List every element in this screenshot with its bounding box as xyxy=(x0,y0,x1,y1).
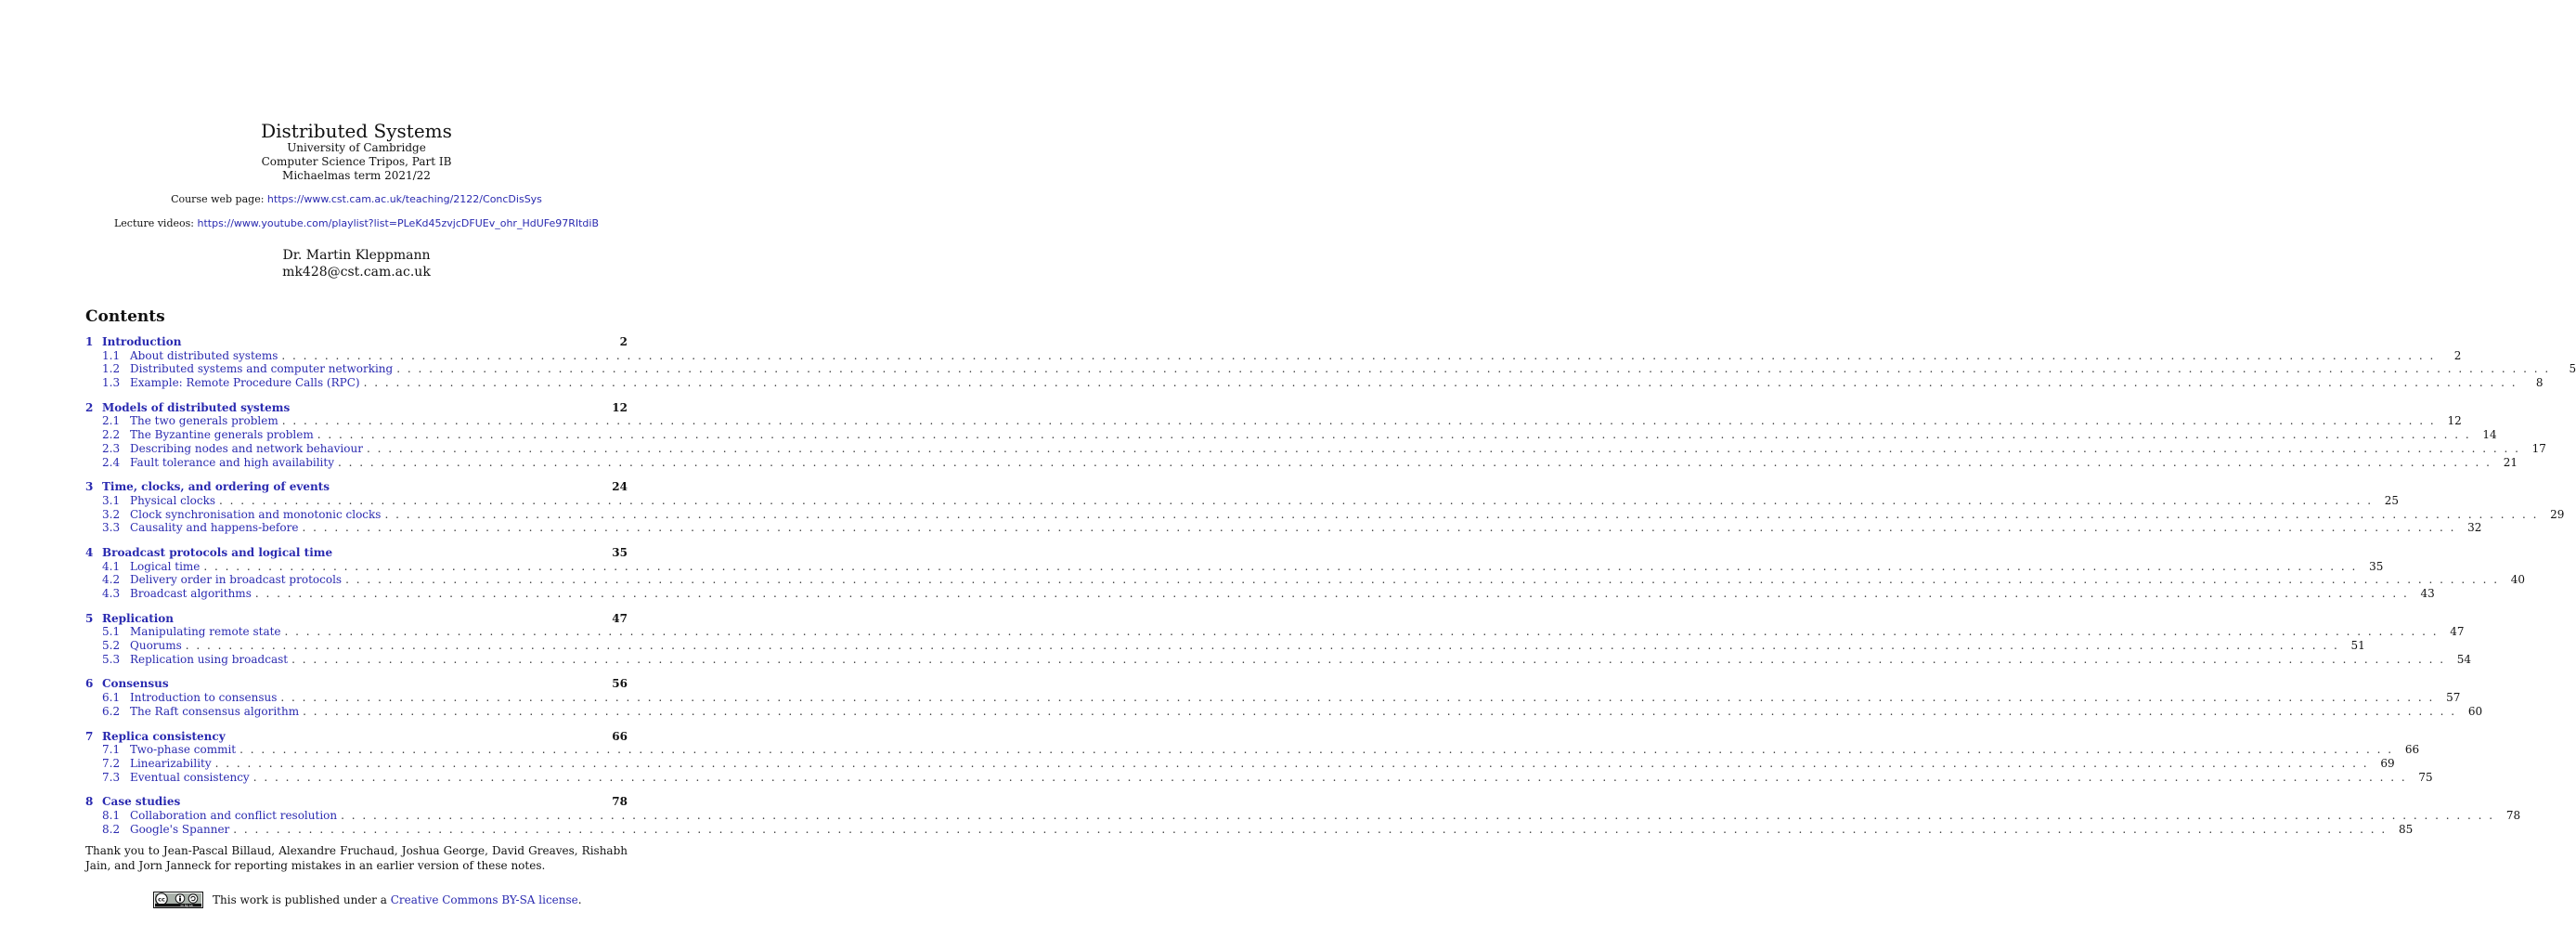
toc-leader-dots: . . . . . . . . . . . . . . . . . . . . . . . . . . . . . . . . . . . . . . . . . . . . . . . . . . . . . . . . . . . . . . . . . . . . . . . . . . . . . . . . . . . . . . . . . . . . . . . . . . . . . . . . . . . . . . . . . . . . . . . . . . . . . . . . . . . . . . . . . . . . . . . . . . . . . . . . . . . . . . . . . . . . . . . . . . . . . . . . . . . . . . . . . . . . . . . . . . . . . . . . xyxy=(345,573,2500,587)
toc-title[interactable]: Replica consistency xyxy=(102,729,226,743)
toc-section-entry[interactable] xyxy=(85,677,628,691)
toc-title[interactable]: Replication using broadcast xyxy=(130,652,289,666)
table-of-contents xyxy=(85,335,2576,847)
toc-number[interactable]: 2.4 xyxy=(102,455,121,469)
toc-number[interactable]: 4.2 xyxy=(102,573,121,587)
toc-page-number: 21 xyxy=(2503,455,2518,469)
toc-page-number: 8 xyxy=(2535,376,2544,390)
toc-title[interactable]: Distributed systems and computer networking xyxy=(130,362,394,376)
toc-title[interactable]: Eventual consistency xyxy=(130,770,250,784)
toc-leader-dots: . . . . . . . . . . . . . . . . . . . . . . . . . . . . . . . . . . . . . . . . . . . . . . . . . . . . . . . . . . . . . . . . . . . . . . . . . . . . . . . . . . . . . . . . . . . . . . . . . . . . . . . . . . . . . . . . . . . . . . . . . . . . . . . . . . . . . . . . . . . . . . . . . . . . . . . . . . . . . . . . . . . . . . . . . . . . . . . . . . . . . . . . . . . . . . . . . . . . . . . . xyxy=(254,587,2409,600)
toc-section xyxy=(85,677,2483,718)
acknowledgements: Thank you to Jean-Pascal Billaud, Alexandre Fruchaud, Joshua George, David Greaves, Rishabh Jain, and Jorn Janneck for reporting mistakes in an earlier version of these notes. xyxy=(85,844,628,872)
toc-subsection-entry[interactable] xyxy=(85,493,2400,508)
author-block xyxy=(0,247,713,280)
toc-title[interactable]: Delivery order in broadcast protocols xyxy=(130,573,343,587)
toc-title[interactable]: The two generals problem xyxy=(130,414,278,428)
toc-leader-dots: . . . . . . . . . . . . . . . . . . . . . . . . . . . . . . . . . . . . . . . . . . . . . . . . . . . . . . . . . . . . . . . . . . . . . . . . . . . . . . . . . . . . . . . . . . . . . . . . . . . . . . . . . . . . . . . . . . . . . . . . . . . . . . . . . . . . . . . . . . . . . . . . . . . . . . . . . . . . . . . . . . . . . . . . . . . . . . . . . . . . . . . . . . . . . . . . . . . . . . . . xyxy=(396,362,2551,376)
toc-subsection-entry[interactable] xyxy=(85,652,2472,667)
toc-title[interactable]: Broadcast algorithms xyxy=(130,587,252,600)
toc-section-entry[interactable] xyxy=(85,335,628,349)
toc-number[interactable]: 3.1 xyxy=(102,493,121,507)
toc-leader-dots: . . . . . . . . . . . . . . . . . . . . . . . . . . . . . . . . . . . . . . . . . . . . . . . . . . . . . . . . . . . . . . . . . . . . . . . . . . . . . . . . . . . . . . . . . . . . . . . . . . . . . . . . . . . . . . . . . . . . . . . . . . . . . . . . . . . . . . . . . . . . . . . . . . . . . . . . . . . . . . . . . . . . . . . . . . . . . . . . . . . . . . . . . . . . . . . . . . . . . . . . xyxy=(384,507,2539,521)
toc-subsection-entry[interactable] xyxy=(85,639,2365,653)
svg-text:cc by sa: cc by sa xyxy=(180,904,193,908)
toc-subsection-entry[interactable] xyxy=(85,348,2462,363)
toc-number[interactable]: 7 xyxy=(85,729,94,743)
toc-title[interactable]: Case studies xyxy=(102,795,181,809)
university-line: University of Cambridge xyxy=(287,141,426,154)
document-title: Distributed Systems xyxy=(261,120,452,142)
toc-page-number: 69 xyxy=(2380,756,2395,770)
toc-title[interactable]: Introduction xyxy=(102,335,182,348)
toc-leader-dots: . . . . . . . . . . . . . . . . . . . . . . . . . . . . . . . . . . . . . . . . . . . . . . . . . . . . . . . . . . . . . . . . . . . . . . . . . . . . . . . . . . . . . . . . . . . . . . . . . . . . . . . . . . . . . . . . . . . . . . . . . . . . . . . . . . . . . . . . . . . . . . . . . . . . . . . . . . . . . . . . . . . . . . . . . . . . . . . . . . . . . . . . . . . . . . . . . . . . . . . . xyxy=(363,376,2518,390)
toc-title[interactable]: Logical time xyxy=(130,559,201,573)
toc-page-number: 35 xyxy=(2369,559,2384,573)
toc-leader-dots: . . . . . . . . . . . . . . . . . . . . . . . . . . . . . . . . . . . . . . . . . . . . . . . . . . . . . . . . . . . . . . . . . . . . . . . . . . . . . . . . . . . . . . . . . . . . . . . . . . . . . . . . . . . . . . . . . . . . . . . . . . . . . . . . . . . . . . . . . . . . . . . . . . . . . . . . . . . . . . . . . . . . . . . . . . . . . . . . . . . . . . . . . . . . . . . . . . . . . . . . xyxy=(239,743,2394,757)
toc-page-number: 51 xyxy=(2350,639,2365,653)
toc-section-entry[interactable] xyxy=(85,401,628,415)
toc-number[interactable]: 7.1 xyxy=(102,743,121,757)
toc-subsection-entry[interactable] xyxy=(85,507,2565,522)
toc-number[interactable]: 4.3 xyxy=(102,587,121,600)
toc-title[interactable]: Broadcast protocols and logical time xyxy=(102,545,333,559)
toc-page-number: 17 xyxy=(2531,441,2546,455)
toc-section-entry[interactable] xyxy=(85,546,628,560)
toc-page-number: 12 xyxy=(612,400,628,414)
toc-page-number: 78 xyxy=(612,795,628,809)
toc-subsection-entry[interactable] xyxy=(85,521,2482,535)
toc-title[interactable]: Time, clocks, and ordering of events xyxy=(102,480,330,494)
cc-by-sa-badge-icon[interactable] xyxy=(153,892,203,908)
toc-title[interactable]: The Byzantine generals problem xyxy=(130,428,314,442)
toc-leader-dots: . . . . . . . . . . . . . . . . . . . . . . . . . . . . . . . . . . . . . . . . . . . . . . . . . . . . . . . . . . . . . . . . . . . . . . . . . . . . . . . . . . . . . . . . . . . . . . . . . . . . . . . . . . . . . . . . . . . . . . . . . . . . . . . . . . . . . . . . . . . . . . . . . . . . . . . . . . . . . . . . . . . . . . . . . . . . . . . . . . . . . . . . . . . . . . . . . . . . . . . . xyxy=(252,770,2407,784)
toc-leader-dots: . . . . . . . . . . . . . . . . . . . . . . . . . . . . . . . . . . . . . . . . . . . . . . . . . . . . . . . . . . . . . . . . . . . . . . . . . . . . . . . . . . . . . . . . . . . . . . . . . . . . . . . . . . . . . . . . . . . . . . . . . . . . . . . . . . . . . . . . . . . . . . . . . . . . . . . . . . . . . . . . . . . . . . . . . . . . . . . . . . . . . . . . . . . . . . . . . . . . . . . . xyxy=(233,822,2388,836)
toc-page-number: 78 xyxy=(2505,808,2521,822)
toc-number[interactable]: 1.2 xyxy=(102,362,121,376)
toc-title[interactable]: The Raft consensus algorithm xyxy=(130,704,300,718)
toc-title[interactable]: Models of distributed systems xyxy=(102,400,291,414)
course-web-page xyxy=(0,193,713,206)
toc-title[interactable]: Replication xyxy=(102,611,175,625)
svg-text:cc: cc xyxy=(158,895,165,904)
videos-link[interactable]: https://www.youtube.com/playlist?list=PLeKd45zvjcDFUEv_ohr_HdUFe97RItdiB xyxy=(197,217,600,229)
toc-subsection-entry[interactable] xyxy=(85,362,2576,376)
term-line: Michaelmas term 2021/22 xyxy=(282,169,431,182)
toc-section xyxy=(85,545,2526,601)
toc-subsection-entry[interactable] xyxy=(85,770,2433,785)
toc-leader-dots: . . . . . . . . . . . . . . . . . . . . . . . . . . . . . . . . . . . . . . . . . . . . . . . . . . . . . . . . . . . . . . . . . . . . . . . . . . . . . . . . . . . . . . . . . . . . . . . . . . . . . . . . . . . . . . . . . . . . . . . . . . . . . . . . . . . . . . . . . . . . . . . . . . . . . . . . . . . . . . . . . . . . . . . . . . . . . . . . . . . . . . . . . . . . . . . . . . . . . . . . xyxy=(303,704,2457,718)
toc-number[interactable]: 5.3 xyxy=(102,652,121,666)
contents-heading: Contents xyxy=(85,307,165,326)
toc-title[interactable]: Causality and happens-before xyxy=(130,521,299,535)
toc-page-number: 32 xyxy=(2467,521,2482,535)
toc-section xyxy=(85,400,2546,469)
license-prefix: This work is published under a xyxy=(213,893,387,906)
toc-number[interactable]: 4 xyxy=(85,545,94,559)
toc-page-number: 40 xyxy=(2510,573,2526,587)
toc-title[interactable]: Consensus xyxy=(102,677,169,691)
toc-subsection-entry[interactable] xyxy=(85,559,2384,574)
license-link[interactable]: Creative Commons BY-SA license xyxy=(390,893,578,906)
toc-section-entry[interactable] xyxy=(85,480,628,494)
toc-page-number: 5 xyxy=(2569,362,2576,376)
toc-title[interactable]: Introduction to consensus xyxy=(130,691,278,705)
toc-number[interactable]: 5.2 xyxy=(102,639,121,653)
toc-subsection-entry[interactable] xyxy=(85,587,2435,601)
toc-number[interactable]: 2.1 xyxy=(102,414,121,428)
toc-leader-dots: . . . . . . . . . . . . . . . . . . . . . . . . . . . . . . . . . . . . . . . . . . . . . . . . . . . . . . . . . . . . . . . . . . . . . . . . . . . . . . . . . . . . . . . . . . . . . . . . . . . . . . . . . . . . . . . . . . . . . . . . . . . . . . . . . . . . . . . . . . . . . . . . . . . . . . . . . . . . . . . . . . . . . . . . . . . . . . . . . . . . . . . . . . . . . . . . . . . . . . . . xyxy=(284,625,2439,639)
toc-number[interactable]: 1.3 xyxy=(102,376,121,390)
toc-number[interactable]: 8.1 xyxy=(102,808,121,822)
toc-title[interactable]: Fault tolerance and high availability xyxy=(130,455,334,469)
toc-subsection-entry[interactable] xyxy=(85,428,2497,442)
web-page-label: Course web page: xyxy=(171,193,265,205)
toc-section xyxy=(85,480,2565,535)
toc-title[interactable]: Linearizability xyxy=(130,756,212,770)
toc-page-number: 66 xyxy=(612,729,628,743)
toc-page-number: 66 xyxy=(2404,743,2420,757)
toc-subsection-entry[interactable] xyxy=(85,743,2420,757)
toc-leader-dots: . . . . . . . . . . . . . . . . . . . . . . . . . . . . . . . . . . . . . . . . . . . . . . . . . . . . . . . . . . . . . . . . . . . . . . . . . . . . . . . . . . . . . . . . . . . . . . . . . . . . . . . . . . . . . . . . . . . . . . . . . . . . . . . . . . . . . . . . . . . . . . . . . . . . . . . . . . . . . . . . . . . . . . . . . . . . . . . . . . . . . . . . . . . . . . . . . . . . . . . . xyxy=(281,348,2436,362)
toc-title[interactable]: Describing nodes and network behaviour xyxy=(130,441,363,455)
toc-subsection-entry[interactable] xyxy=(85,756,2395,771)
toc-leader-dots: . . . . . . . . . . . . . . . . . . . . . . . . . . . . . . . . . . . . . . . . . . . . . . . . . . . . . . . . . . . . . . . . . . . . . . . . . . . . . . . . . . . . . . . . . . . . . . . . . . . . . . . . . . . . . . . . . . . . . . . . . . . . . . . . . . . . . . . . . . . . . . . . . . . . . . . . . . . . . . . . . . . . . . . . . . . . . . . . . . . . . . . . . . . . . . . . . . . . . . . . xyxy=(302,521,2456,535)
toc-page-number: 2 xyxy=(2453,348,2462,362)
toc-title[interactable]: Quorums xyxy=(130,639,182,653)
videos-label: Lecture videos: xyxy=(113,217,194,229)
toc-title[interactable]: Clock synchronisation and monotonic clocks xyxy=(130,507,382,521)
author-name: Dr. Martin Kleppmann xyxy=(282,248,431,263)
toc-page-number: 43 xyxy=(2420,587,2435,600)
toc-number[interactable]: 6.1 xyxy=(102,691,121,705)
license-notice xyxy=(153,892,582,908)
toc-page-number: 29 xyxy=(2550,507,2565,521)
toc-page-number: 2 xyxy=(619,335,628,348)
toc-section-entry[interactable] xyxy=(85,730,628,744)
toc-page-number: 85 xyxy=(2398,822,2414,836)
toc-number[interactable]: 3.3 xyxy=(102,521,121,535)
toc-leader-dots: . . . . . . . . . . . . . . . . . . . . . . . . . . . . . . . . . . . . . . . . . . . . . . . . . . . . . . . . . . . . . . . . . . . . . . . . . . . . . . . . . . . . . . . . . . . . . . . . . . . . . . . . . . . . . . . . . . . . . . . . . . . . . . . . . . . . . . . . . . . . . . . . . . . . . . . . . . . . . . . . . . . . . . . . . . . . . . . . . . . . . . . . . . . . . . . . . . . . . . . . xyxy=(185,639,2339,653)
toc-subsection-entry[interactable] xyxy=(85,573,2526,587)
toc-leader-dots: . . . . . . . . . . . . . . . . . . . . . . . . . . . . . . . . . . . . . . . . . . . . . . . . . . . . . . . . . . . . . . . . . . . . . . . . . . . . . . . . . . . . . . . . . . . . . . . . . . . . . . . . . . . . . . . . . . . . . . . . . . . . . . . . . . . . . . . . . . . . . . . . . . . . . . . . . . . . . . . . . . . . . . . . . . . . . . . . . . . . . . . . . . . . . . . . . . . . . . . . xyxy=(338,455,2492,469)
toc-leader-dots: . . . . . . . . . . . . . . . . . . . . . . . . . . . . . . . . . . . . . . . . . . . . . . . . . . . . . . . . . . . . . . . . . . . . . . . . . . . . . . . . . . . . . . . . . . . . . . . . . . . . . . . . . . . . . . . . . . . . . . . . . . . . . . . . . . . . . . . . . . . . . . . . . . . . . . . . . . . . . . . . . . . . . . . . . . . . . . . . . . . . . . . . . . . . . . . . . . . . . . . . xyxy=(219,493,2374,507)
toc-number[interactable]: 6.2 xyxy=(102,704,121,718)
toc-number[interactable]: 4.1 xyxy=(102,559,121,573)
toc-title[interactable]: Physical clocks xyxy=(130,493,216,507)
toc-number[interactable]: 2.3 xyxy=(102,441,121,455)
toc-section xyxy=(85,795,2521,836)
toc-leader-dots: . . . . . . . . . . . . . . . . . . . . . . . . . . . . . . . . . . . . . . . . . . . . . . . . . . . . . . . . . . . . . . . . . . . . . . . . . . . . . . . . . . . . . . . . . . . . . . . . . . . . . . . . . . . . . . . . . . . . . . . . . . . . . . . . . . . . . . . . . . . . . . . . . . . . . . . . . . . . . . . . . . . . . . . . . . . . . . . . . . . . . . . . . . . . . . . . . . . . . . . . xyxy=(203,559,2358,573)
web-page-link[interactable]: https://www.cst.cam.ac.uk/teaching/2122/ConcDisSys xyxy=(266,193,542,205)
toc-number[interactable]: 3 xyxy=(85,480,94,494)
toc-section-entry[interactable] xyxy=(85,612,628,626)
toc-page-number: 56 xyxy=(612,677,628,691)
toc-number[interactable]: 3.2 xyxy=(102,507,121,521)
toc-title[interactable]: Google's Spanner xyxy=(130,822,230,836)
toc-title[interactable]: Collaboration and conflict resolution xyxy=(130,808,338,822)
tripos-line: Computer Science Tripos, Part IB xyxy=(261,155,452,168)
toc-number[interactable]: 6 xyxy=(85,677,94,691)
toc-number[interactable]: 2 xyxy=(85,400,94,414)
toc-number[interactable]: 5.1 xyxy=(102,625,121,639)
toc-subsection-entry[interactable] xyxy=(85,691,2461,705)
toc-number[interactable]: 2.2 xyxy=(102,428,121,442)
toc-page-number: 47 xyxy=(2450,625,2465,639)
toc-subsection-entry[interactable] xyxy=(85,822,2414,837)
toc-page-number: 14 xyxy=(2482,428,2497,442)
toc-section xyxy=(85,729,2433,785)
toc-leader-dots: . . . . . . . . . . . . . . . . . . . . . . . . . . . . . . . . . . . . . . . . . . . . . . . . . . . . . . . . . . . . . . . . . . . . . . . . . . . . . . . . . . . . . . . . . . . . . . . . . . . . . . . . . . . . . . . . . . . . . . . . . . . . . . . . . . . . . . . . . . . . . . . . . . . . . . . . . . . . . . . . . . . . . . . . . . . . . . . . . . . . . . . . . . . . . . . . . . . . . . . . xyxy=(281,414,2436,428)
toc-subsection-entry[interactable] xyxy=(85,808,2521,823)
toc-page-number: 57 xyxy=(2446,691,2461,705)
toc-number[interactable]: 7.2 xyxy=(102,756,121,770)
toc-page-number: 25 xyxy=(2384,493,2400,507)
toc-title[interactable]: Two-phase commit xyxy=(130,743,237,757)
toc-page-number: 12 xyxy=(2447,414,2462,428)
toc-leader-dots: . . . . . . . . . . . . . . . . . . . . . . . . . . . . . . . . . . . . . . . . . . . . . . . . . . . . . . . . . . . . . . . . . . . . . . . . . . . . . . . . . . . . . . . . . . . . . . . . . . . . . . . . . . . . . . . . . . . . . . . . . . . . . . . . . . . . . . . . . . . . . . . . . . . . . . . . . . . . . . . . . . . . . . . . . . . . . . . . . . . . . . . . . . . . . . . . . . . . . . . . xyxy=(366,441,2520,455)
toc-title[interactable]: Manipulating remote state xyxy=(130,625,281,639)
toc-title[interactable]: Example: Remote Procedure Calls (RPC) xyxy=(130,376,360,390)
toc-page-number: 24 xyxy=(612,480,628,494)
toc-number[interactable]: 1 xyxy=(85,335,94,348)
toc-page-number: 47 xyxy=(612,611,628,625)
toc-page-number: 35 xyxy=(612,545,628,559)
toc-section xyxy=(85,335,2576,390)
toc-subsection-entry[interactable] xyxy=(85,625,2465,639)
toc-subsection-entry[interactable] xyxy=(85,704,2483,719)
toc-subsection-entry[interactable] xyxy=(85,455,2518,470)
toc-title[interactable]: About distributed systems xyxy=(130,348,278,362)
toc-leader-dots: . . . . . . . . . . . . . . . . . . . . . . . . . . . . . . . . . . . . . . . . . . . . . . . . . . . . . . . . . . . . . . . . . . . . . . . . . . . . . . . . . . . . . . . . . . . . . . . . . . . . . . . . . . . . . . . . . . . . . . . . . . . . . . . . . . . . . . . . . . . . . . . . . . . . . . . . . . . . . . . . . . . . . . . . . . . . . . . . . . . . . . . . . . . . . . . . . . . . . . . . xyxy=(341,808,2495,822)
toc-number[interactable]: 8 xyxy=(85,795,94,809)
toc-leader-dots: . . . . . . . . . . . . . . . . . . . . . . . . . . . . . . . . . . . . . . . . . . . . . . . . . . . . . . . . . . . . . . . . . . . . . . . . . . . . . . . . . . . . . . . . . . . . . . . . . . . . . . . . . . . . . . . . . . . . . . . . . . . . . . . . . . . . . . . . . . . . . . . . . . . . . . . . . . . . . . . . . . . . . . . . . . . . . . . . . . . . . . . . . . . . . . . . . . . . . . . . xyxy=(291,652,2446,666)
toc-number[interactable]: 5 xyxy=(85,611,94,625)
toc-page-number: 54 xyxy=(2456,652,2472,666)
toc-subsection-entry[interactable] xyxy=(85,414,2462,428)
toc-page-number: 60 xyxy=(2467,704,2483,718)
toc-number[interactable]: 1.1 xyxy=(102,348,121,362)
toc-leader-dots: . . . . . . . . . . . . . . . . . . . . . . . . . . . . . . . . . . . . . . . . . . . . . . . . . . . . . . . . . . . . . . . . . . . . . . . . . . . . . . . . . . . . . . . . . . . . . . . . . . . . . . . . . . . . . . . . . . . . . . . . . . . . . . . . . . . . . . . . . . . . . . . . . . . . . . . . . . . . . . . . . . . . . . . . . . . . . . . . . . . . . . . . . . . . . . . . . . . . . . . . xyxy=(317,428,2471,442)
toc-number[interactable]: 7.3 xyxy=(102,770,121,784)
toc-leader-dots: . . . . . . . . . . . . . . . . . . . . . . . . . . . . . . . . . . . . . . . . . . . . . . . . . . . . . . . . . . . . . . . . . . . . . . . . . . . . . . . . . . . . . . . . . . . . . . . . . . . . . . . . . . . . . . . . . . . . . . . . . . . . . . . . . . . . . . . . . . . . . . . . . . . . . . . . . . . . . . . . . . . . . . . . . . . . . . . . . . . . . . . . . . . . . . . . . . . . . . . . xyxy=(280,691,2435,705)
course-meta xyxy=(0,141,713,183)
toc-section-entry[interactable] xyxy=(85,795,628,809)
toc-subsection-entry[interactable] xyxy=(85,441,2546,456)
license-suffix: . xyxy=(577,893,582,906)
toc-number[interactable]: 8.2 xyxy=(102,822,121,836)
toc-leader-dots: . . . . . . . . . . . . . . . . . . . . . . . . . . . . . . . . . . . . . . . . . . . . . . . . . . . . . . . . . . . . . . . . . . . . . . . . . . . . . . . . . . . . . . . . . . . . . . . . . . . . . . . . . . . . . . . . . . . . . . . . . . . . . . . . . . . . . . . . . . . . . . . . . . . . . . . . . . . . . . . . . . . . . . . . . . . . . . . . . . . . . . . . . . . . . . . . . . . . . . . . xyxy=(214,756,2369,770)
toc-page-number: 75 xyxy=(2418,770,2433,784)
author-email: mk428@cst.cam.ac.uk xyxy=(282,265,431,280)
license-text xyxy=(213,892,582,908)
lecture-videos xyxy=(0,217,713,230)
toc-subsection-entry[interactable] xyxy=(85,376,2544,390)
toc-section xyxy=(85,611,2472,667)
